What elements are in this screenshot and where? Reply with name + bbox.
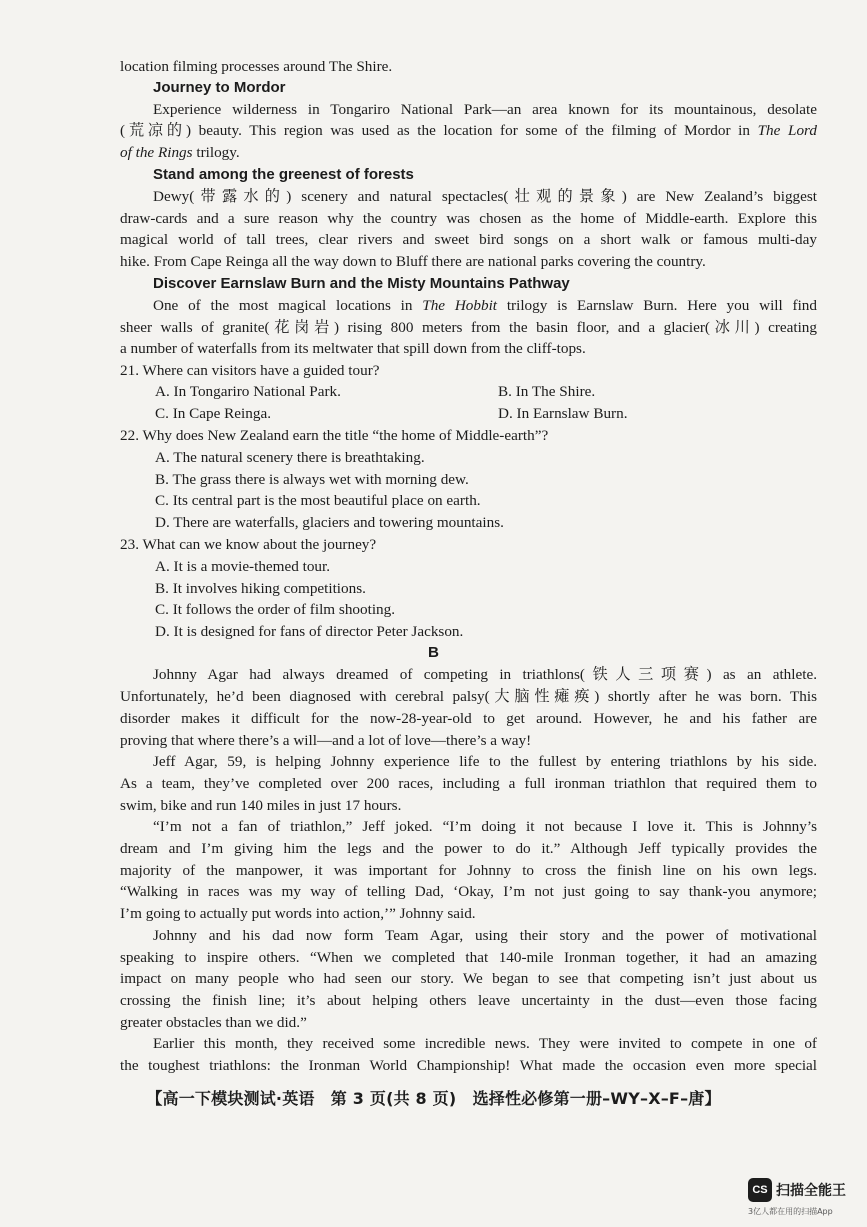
passage-line: As a team, they’ve completed over 200 races, including a full ironman triathlon that required them to — [120, 775, 817, 792]
answer-option[interactable]: A. It is a movie-themed tour. — [155, 558, 331, 575]
passage-line: draw-cards and a sure reason why the country was chosen as the home of Middle-earth. Explore this — [120, 210, 817, 227]
passage-line: majority of the manpower, it was important for Johnny to cross the finish line on his own legs. — [120, 862, 817, 879]
answer-option[interactable]: B. In The Shire. — [498, 383, 596, 400]
answer-option[interactable]: C. It follows the order of film shooting. — [155, 601, 396, 618]
passage-line: hike. From Cape Reinga all the way down to Bluff there are national parks covering the country. — [120, 253, 706, 270]
passage-line: a number of waterfalls from its meltwater that spill down from the cliff-tops. — [120, 340, 586, 357]
passage-line: Johnny and his dad now form Team Agar, using their story and the power of motivational — [153, 927, 817, 944]
answer-option[interactable]: A. In Tongariro National Park. — [155, 383, 341, 400]
section-heading: B — [428, 644, 439, 661]
passage-line: swim, bike and run 140 miles in just 17 hours. — [120, 797, 402, 814]
answer-option[interactable]: D. In Earnslaw Burn. — [498, 405, 628, 422]
passage-line: “I’m not a fan of triathlon,” Jeff joked. “I’m doing it not because I love it. This is Johnny’s — [153, 818, 817, 835]
passage-line: greater obstacles than we did.” — [120, 1014, 307, 1031]
answer-option[interactable]: D. It is designed for fans of director Peter Jackson. — [155, 623, 464, 640]
passage-line: Experience wilderness in Tongariro National Park—an area known for its mountainous, desolate — [153, 101, 817, 118]
passage-line: impact on many people who had seen our story. We began to see that competing isn’t just about us — [120, 970, 817, 987]
passage-line: the toughest triathlons: the Ironman World Championship! What made the occasion even more special — [120, 1057, 817, 1074]
passage-line: crossing the finish line; it’s about helping others leave uncertainty in the dust—even those facing — [120, 992, 817, 1009]
answer-option[interactable]: C. In Cape Reinga. — [155, 405, 271, 422]
subheading-forests: Stand among the greenest of forests — [153, 166, 414, 183]
passage-line: Unfortunately, he’d been diagnosed with cerebral palsy(大脑性瘫痪) shortly after he was born. This — [120, 688, 817, 705]
passage-line: I’m going to actually put words into action,’” Johnny said. — [120, 905, 476, 922]
passage-line: sheer walls of granite(花岗岩) rising 800 meters from the basin floor, and a glacier(冰川) creating — [120, 319, 817, 336]
watermark-app-name: 扫描全能王 — [776, 1183, 846, 1199]
question-stem: 23. What can we know about the journey? — [120, 536, 377, 553]
answer-option[interactable]: B. It involves hiking competitions. — [155, 580, 366, 597]
answer-option[interactable]: A. The natural scenery there is breathtaking. — [155, 449, 425, 466]
answer-option[interactable]: B. The grass there is always wet with morning dew. — [155, 471, 469, 488]
passage-line: of the Rings trilogy. — [120, 144, 240, 161]
scanner-watermark — [748, 1178, 860, 1220]
passage-line: Earlier this month, they received some incredible news. They were invited to compete in one of — [153, 1035, 817, 1052]
passage-line: “Walking in races was my way of telling Dad, ‘Okay, I’m not just going to say thank-you anymore; — [120, 883, 817, 900]
passage-line: location filming processes around The Shire. — [120, 58, 393, 75]
camscanner-logo-icon: CS — [748, 1178, 772, 1202]
question-stem: 21. Where can visitors have a guided tour? — [120, 362, 380, 379]
question-stem: 22. Why does New Zealand earn the title “the home of Middle-earth”? — [120, 427, 549, 444]
page-footer: 【高一下模块测试·英语 第 3 页(共 8 页) 选择性必修第一册–WY–X–F–唐】 — [146, 1089, 721, 1108]
answer-option[interactable]: C. Its central part is the most beautiful place on earth. — [155, 492, 481, 509]
passage-line: Johnny Agar had always dreamed of competing in triathlons(铁人三项赛) as an athlete. — [153, 666, 817, 683]
watermark-tagline: 3亿人都在用的扫描App — [748, 1207, 833, 1216]
passage-line: proving that where there’s a will—and a lot of love—there’s a way! — [120, 732, 532, 749]
answer-option[interactable]: D. There are waterfalls, glaciers and towering mountains. — [155, 514, 504, 531]
passage-line: Dewy(带露水的) scenery and natural spectacles(壮观的景象) are New Zealand’s biggest — [153, 188, 817, 205]
passage-line: dream and I’m giving him the legs and the power to do it.” Although Jeff typically provides the — [120, 840, 817, 857]
passage-line: speaking to inspire others. “When we completed that 140-mile Ironman together, it had an amazing — [120, 949, 817, 966]
passage-line: disorder makes it difficult for the now-28-year-old to get around. However, he and his father are — [120, 710, 817, 727]
passage-line: Jeff Agar, 59, is helping Johnny experience life to the fullest by entering triathlons by his side. — [153, 753, 817, 770]
passage-line: (荒凉的) beauty. This region was used as the location for some of the filming of Mordor in The Lord — [120, 122, 817, 139]
subheading-mordor: Journey to Mordor — [153, 79, 286, 96]
subheading-earnslaw: Discover Earnslaw Burn and the Misty Mountains Pathway — [153, 275, 570, 292]
passage-line: magical world of tall trees, clear rivers and sweet bird songs on a short walk or famous multi-day — [120, 231, 817, 248]
passage-line: One of the most magical locations in The Hobbit trilogy is Earnslaw Burn. Here you will find — [153, 297, 817, 314]
